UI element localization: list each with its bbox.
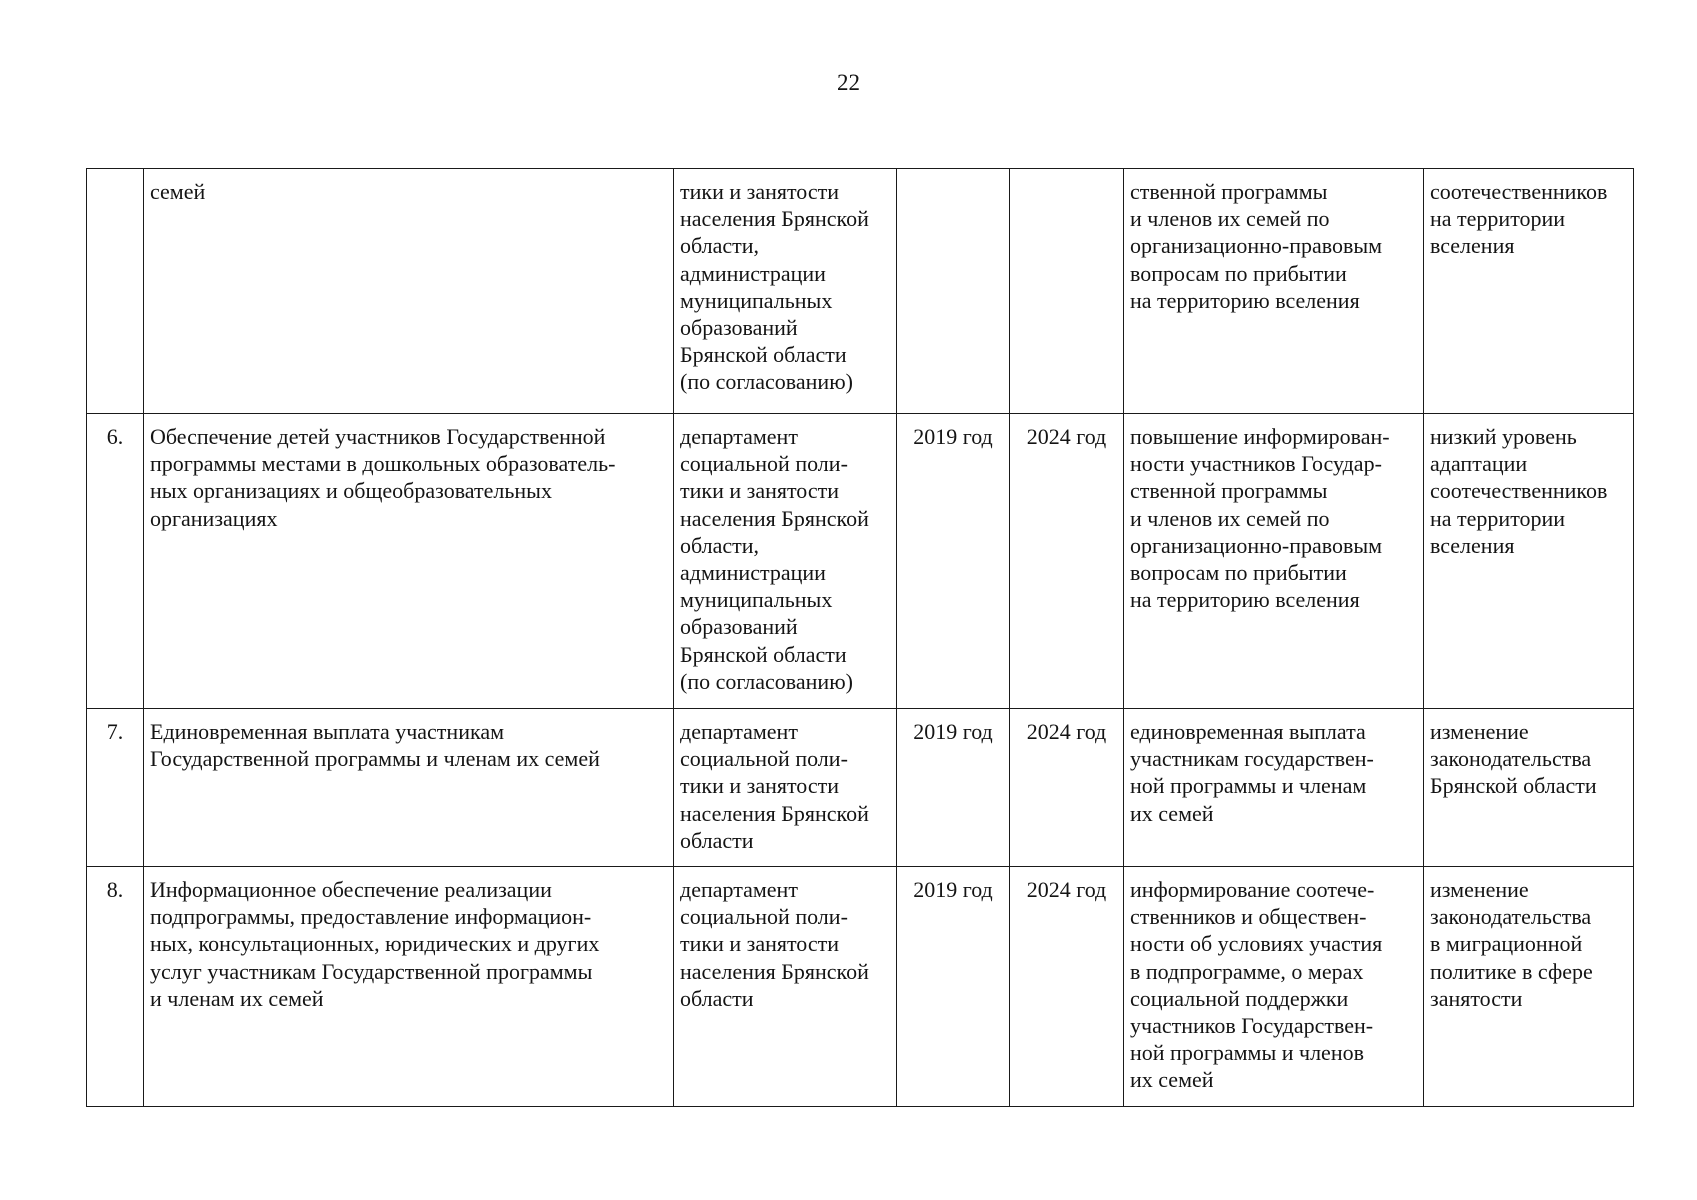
text-line: адаптации [1430,451,1528,477]
consequence-cell [1424,169,1634,414]
text-line: образований [680,614,798,640]
text-line: на территорию вселения [1130,287,1360,313]
text-line: информирование соотече- [1130,877,1375,902]
text-line: изменение [1430,877,1529,902]
text-line: Брянской области [1430,773,1597,799]
executor-cell [674,867,897,1107]
text-line: их семей [1130,1067,1214,1093]
text-line: в подпрограмме, о мерах [1130,958,1364,984]
text-line: ственной программы [1130,478,1328,504]
start-year-cell: 2019 год [897,867,1010,1107]
text-line: организационно-правовым [1130,233,1383,259]
event-cell [144,709,674,867]
text-line: населения Брянской [680,505,869,531]
text-line: законодательства [1430,904,1592,930]
measures-table [86,168,1634,1107]
event-cell [144,414,674,709]
text-line: населения Брянской [680,958,869,984]
text-line: программы местами в дошкольных образователь- [150,451,616,477]
text-line: тики и занятости [680,478,839,504]
result-cell [1124,709,1424,867]
end-year-cell: 2024 год [1010,867,1124,1107]
text-line: социальной поддержки [1130,985,1349,1011]
text-line: Обеспечение детей участников Государственной [150,424,606,449]
text-line: департамент [680,424,798,449]
text-line: семей [150,179,206,204]
text-line: департамент [680,719,798,744]
text-line: организационно-правовым [1130,532,1383,558]
text-line: вселения [1430,233,1515,259]
text-line: законодательства [1430,746,1592,772]
text-line: повышение информирован- [1130,424,1390,449]
text-line: муниципальных [680,587,833,613]
text-line: и членам их семей [150,985,324,1011]
row-number-cell: 8. [87,867,144,1107]
page-number: 22 [837,70,860,95]
text-line: Брянской области [680,342,847,368]
text-line: и членов их семей по [1130,505,1330,531]
text-line: и членов их семей по [1130,206,1330,232]
text-line: департамент [680,877,798,902]
text-line: ственников и обществен- [1130,904,1367,930]
text-line: области [680,985,754,1011]
text-line: ной программы и членам [1130,773,1367,799]
result-cell [1124,169,1424,414]
text-line: ных организациях и общеобразовательных [150,478,552,504]
text-line: на территорию вселения [1130,587,1360,613]
executor-cell [674,169,897,414]
end-year-cell: 2024 год [1010,709,1124,867]
text-line: администрации [680,560,826,586]
consequence-cell [1424,867,1634,1107]
text-line: в миграционной [1430,931,1583,957]
text-line: Государственной программы и членам их семей [150,746,600,772]
text-line: соотечественников [1430,179,1608,204]
text-line: на территории [1430,206,1566,232]
text-line: населения Брянской [680,800,869,826]
event-cell [144,867,674,1107]
text-line: организациях [150,505,278,531]
table-row [87,867,1634,1107]
end-year-cell [1010,169,1124,414]
executor-cell [674,414,897,709]
text-line: ности участников Государ- [1130,451,1382,477]
table-row [87,169,1634,414]
text-line: вселения [1430,532,1515,558]
consequence-cell [1424,414,1634,709]
start-year-cell: 2019 год [897,414,1010,709]
text-line: низкий уровень [1430,424,1577,449]
row-number-cell: 6. [87,414,144,709]
text-line: услуг участникам Государственной программы [150,958,593,984]
text-line: Информационное обеспечение реализации [150,877,552,902]
text-line: администрации [680,260,826,286]
text-line: муниципальных [680,287,833,313]
event-cell [144,169,674,414]
text-line: социальной поли- [680,904,848,930]
text-line: вопросам по прибытии [1130,260,1347,286]
result-cell [1124,414,1424,709]
text-line: их семей [1130,800,1214,826]
text-line: Брянской области [680,641,847,667]
row-number-cell [87,169,144,414]
text-line: ной программы и членов [1130,1040,1364,1066]
text-line: Единовременная выплата участникам [150,719,505,744]
text-line: области [680,827,754,853]
table-row [87,709,1634,867]
start-year-cell [897,169,1010,414]
start-year-cell: 2019 год [897,709,1010,867]
executor-cell [674,709,897,867]
text-line: участников Государствен- [1130,1013,1374,1039]
row-number-cell: 7. [87,709,144,867]
text-line: вопросам по прибытии [1130,560,1347,586]
text-line: образований [680,315,798,341]
text-line: единовременная выплата [1130,719,1366,744]
text-line: ности об условиях участия [1130,931,1383,957]
consequence-cell [1424,709,1634,867]
text-line: подпрограммы, предоставление информацион- [150,904,592,930]
text-line: тики и занятости [680,931,839,957]
text-line: (по согласованию) [680,668,853,694]
text-line: тики и занятости [680,179,839,204]
text-line: социальной поли- [680,451,848,477]
text-line: социальной поли- [680,746,848,772]
text-line: населения Брянской [680,206,869,232]
end-year-cell: 2024 год [1010,414,1124,709]
table-row [87,414,1634,709]
text-line: ственной программы [1130,179,1328,204]
text-line: участникам государствен- [1130,746,1374,772]
text-line: области, [680,532,760,558]
text-line: политике в сфере [1430,958,1593,984]
text-line: тики и занятости [680,773,839,799]
text-line: соотечественников [1430,478,1608,504]
result-cell [1124,867,1424,1107]
text-line: ных, консультационных, юридических и других [150,931,600,957]
text-line: (по согласованию) [680,369,853,395]
text-line: занятости [1430,985,1523,1011]
text-line: на территории [1430,505,1566,531]
text-line: области, [680,233,760,259]
text-line: изменение [1430,719,1529,744]
